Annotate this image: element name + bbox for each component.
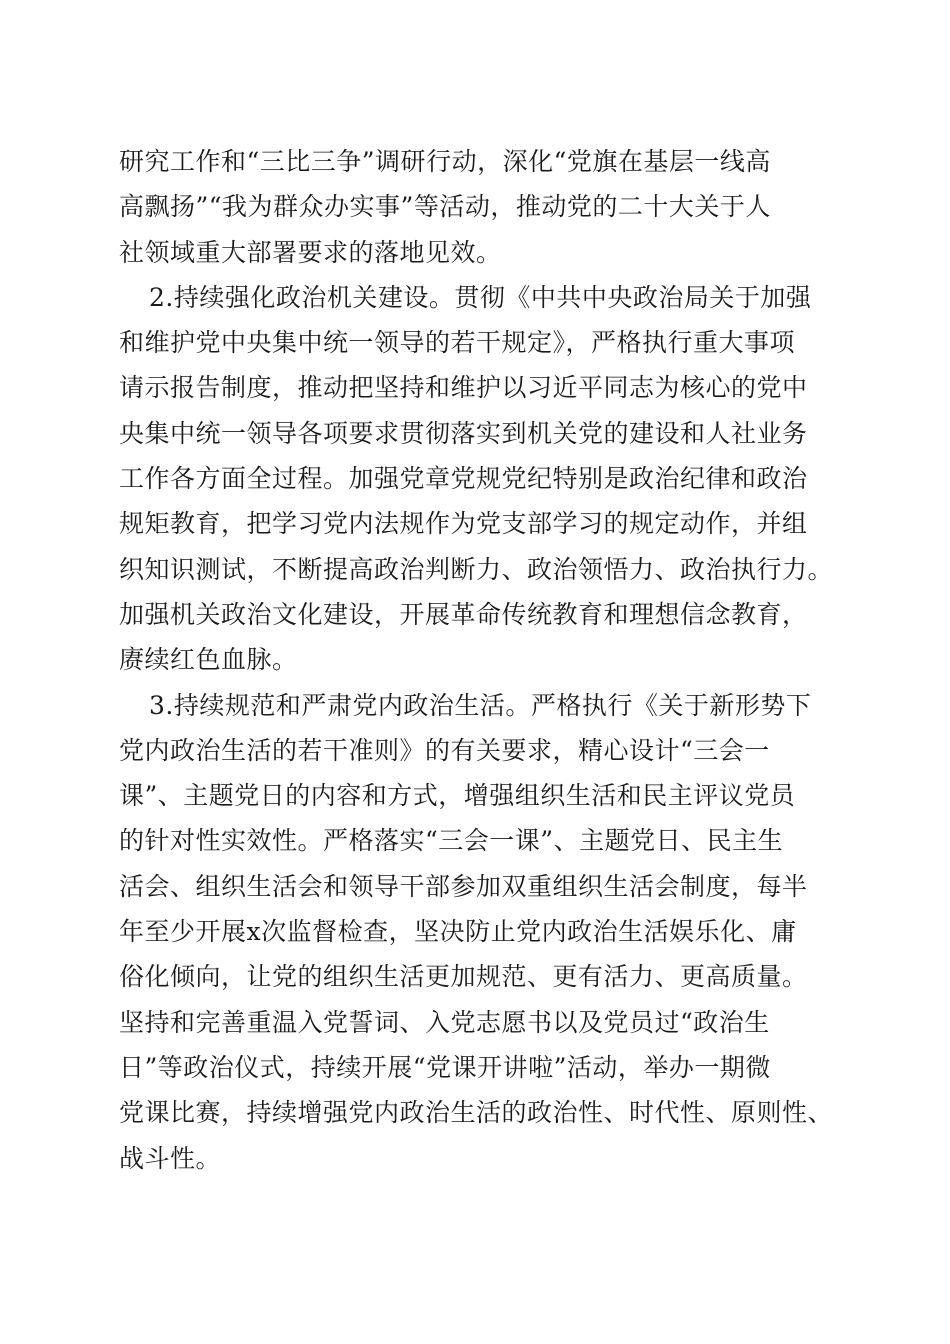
- text-line: 坚持和完善重温入党誓词、入党志愿书以及党员过“政治生: [119, 1007, 770, 1037]
- document-body: [119, 139, 835, 1181]
- text-line: 赓续红色血脉。: [119, 645, 298, 675]
- text-line: 高飘扬”“我为群众办实事”等活动，推动党的二十大关于人: [119, 192, 771, 222]
- text-line: 年至少开展x次监督检查，坚决防止党内政治生活娱乐化、庸: [119, 917, 797, 947]
- text-line: 加强机关政治文化建设，开展革命传统教育和理想信念教育，: [119, 599, 808, 629]
- text-line: 规矩教育，把学习党内法规作为党支部学习的规定动作，并组: [119, 509, 808, 539]
- text-line: 日”等政治仪式，持续开展“党课开讲啦”活动，举办一期微: [119, 1052, 771, 1082]
- text-line: 3.持续规范和严肃党内政治生活。严格执行《关于新形势下: [149, 690, 812, 720]
- text-line: 社领域重大部署要求的落地见效。: [119, 237, 502, 267]
- text-line: 党内政治生活的若干准则》的有关要求，精心设计“三会一: [119, 735, 770, 765]
- text-line: 党课比赛，持续增强党内政治生活的政治性、时代性、原则性、: [119, 1098, 834, 1128]
- text-line: 的针对性实效性。严格落实“三会一课”、主题党日、民主生: [119, 826, 784, 856]
- text-line: 课”、主题党日的内容和方式，增强组织生活和民主评议党员: [119, 781, 796, 811]
- text-line: 工作各方面全过程。加强党章党规党纪特别是政治纪律和政治: [119, 464, 808, 494]
- paragraph-item-3: [119, 683, 835, 1181]
- text-line: 和维护党中央集中统一领导的若干规定》，严格执行重大事项: [119, 328, 796, 358]
- text-line: 请示报告制度，推动把坚持和维护以习近平同志为核心的党中: [119, 373, 808, 403]
- paragraph-continuation: [119, 139, 835, 275]
- text-line: 研究工作和“三比三争”调研行动，深化“党旗在基层一线高: [119, 147, 771, 176]
- paragraph-item-2: [119, 275, 835, 683]
- text-line: 战斗性。: [119, 1143, 222, 1173]
- text-line: 央集中统一领导各项要求贯彻落实到机关党的建设和人社业务: [119, 418, 808, 448]
- text-line: 织知识测试，不断提高政治判断力、政治领悟力、政治执行力。: [119, 554, 834, 584]
- text-line: 2.持续强化政治机关建设。贯彻《中共中央政治局关于加强: [149, 282, 812, 312]
- text-line: 活会、组织生活会和领导干部参加双重组织生活会制度，每半: [119, 871, 808, 901]
- text-line: 俗化倾向，让党的组织生活更加规范、更有活力、更高质量。: [119, 962, 808, 992]
